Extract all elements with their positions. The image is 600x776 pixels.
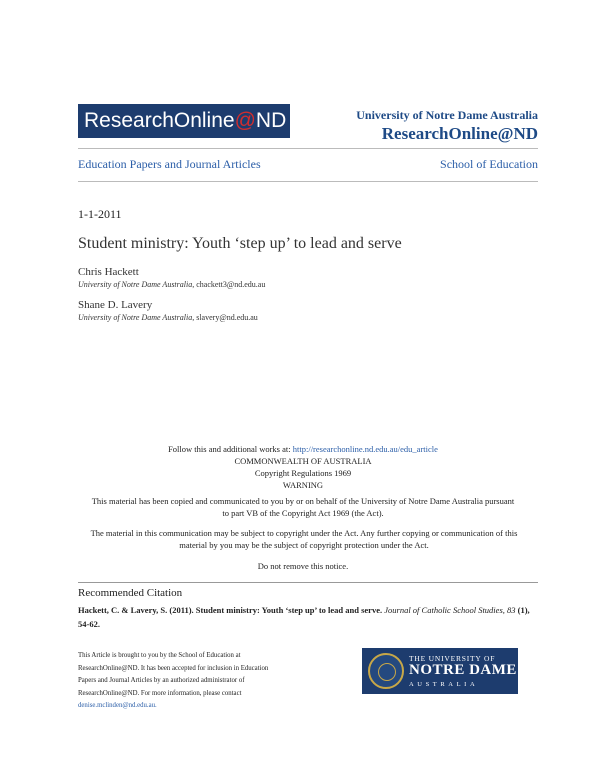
do-not-remove-notice: Do not remove this notice. — [257, 561, 349, 571]
school-link[interactable]: School of Education — [440, 157, 538, 171]
citation-pages: 54-62. — [78, 619, 100, 629]
contact-email-link[interactable]: denise.mclinden@nd.edu.au. — [78, 702, 157, 710]
citation-text — [78, 603, 538, 631]
institution-header — [356, 108, 538, 144]
citation-divider — [78, 582, 538, 583]
author-email[interactable]: , chackett3@nd.edu.au — [192, 280, 266, 289]
nd-logo-line3: AUSTRALIA — [409, 681, 479, 688]
header-divider — [78, 148, 538, 149]
author-name: Shane D. Lavery — [78, 299, 153, 311]
follow-notice — [72, 443, 534, 455]
copyright-paragraph-2: The material in this communication may be subject to copyright under the Act. Any further copying or communication of this material by you may be the subject of copyright protection under the Act. — [90, 528, 518, 550]
nd-logo-line2: NOTRE DAME — [409, 662, 517, 678]
nav-divider — [78, 181, 538, 182]
warning-text: WARNING — [282, 480, 324, 490]
institution-name[interactable]: University of Notre Dame Australia — [356, 108, 538, 122]
footer-line: This Article is brought to you by the School of Education at — [78, 652, 241, 659]
author-email[interactable]: , slavery@nd.edu.au — [192, 313, 258, 322]
affiliation-university: University of Notre Dame Australia — [78, 280, 193, 289]
repository-name[interactable]: ResearchOnline@ND — [381, 124, 538, 143]
publication-date: 1-1-2011 — [78, 207, 122, 221]
logo-text-part2: ND — [255, 109, 287, 132]
footer-info — [78, 650, 308, 713]
citation-authors-title: Hackett, C. & Lavery, S. (2011). Student ministry: Youth ‘step up’ to lead and serve. — [78, 605, 383, 615]
researchonline-logo[interactable] — [78, 104, 290, 138]
author-affiliation — [78, 280, 265, 289]
citation-issue: (1), — [517, 605, 530, 615]
affiliation-university: University of Notre Dame Australia — [78, 313, 193, 322]
university-crest-icon — [368, 653, 404, 689]
commonwealth-heading: COMMONWEALTH OF AUSTRALIA — [234, 456, 372, 466]
notre-dame-logo[interactable] — [362, 648, 518, 694]
paper-title[interactable]: Student ministry: Youth ‘step up’ to lead and serve — [78, 235, 402, 252]
follow-prefix: Follow this and additional works at: — [168, 444, 293, 454]
footer-line: Papers and Journal Articles by an authorized administrator of — [78, 677, 245, 685]
collection-link[interactable]: Education Papers and Journal Articles — [78, 157, 261, 171]
follow-link[interactable]: http://researchonline.nd.edu.au/edu_article — [292, 444, 438, 454]
citation-journal: Journal of Catholic School Studies, 83 — [384, 605, 516, 615]
regulations-text: Copyright Regulations 1969 — [254, 468, 352, 478]
nd-logo-line1: THE UNIVERSITY OF — [409, 654, 496, 663]
recommended-citation-heading: Recommended Citation — [78, 587, 183, 599]
author-name: Chris Hackett — [78, 266, 139, 278]
logo-text-part1: ResearchOnline — [84, 109, 235, 132]
author-affiliation — [78, 313, 258, 322]
logo-at-symbol: @ — [234, 109, 256, 132]
footer-line: ResearchOnline@ND. For more information, please contact — [78, 689, 242, 697]
copyright-paragraph-1: This material has been copied and communicated to you by or on behalf of the University of Notre Dame Australia pursuant to part VB of the Copyright Act 1969 (the Act). — [91, 496, 515, 518]
footer-line: ResearchOnline@ND. It has been accepted for inclusion in Education — [78, 664, 269, 672]
